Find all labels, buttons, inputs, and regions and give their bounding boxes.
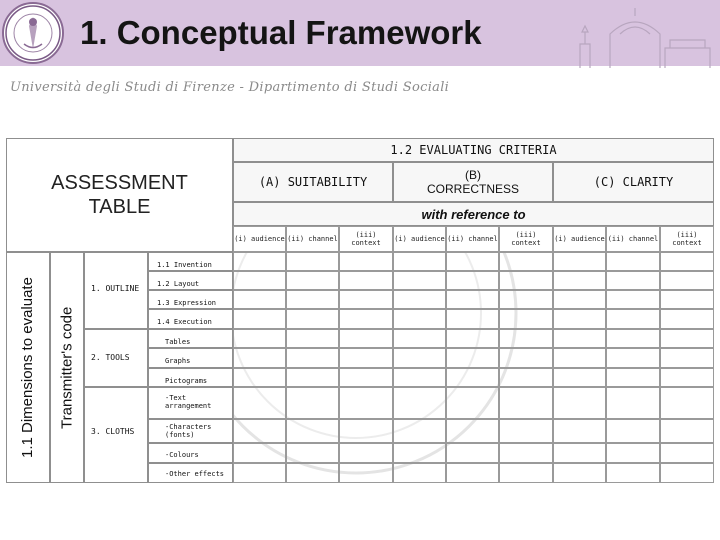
grid-cell: [606, 329, 660, 348]
page-title: 1. Conceptual Framework: [80, 14, 482, 51]
grid-cell: [553, 387, 606, 419]
grid-cell: [286, 463, 339, 483]
grid-cell: [553, 443, 606, 463]
grid-cell: [393, 368, 446, 387]
grid-cell: [339, 387, 393, 419]
grid-cell: [606, 271, 660, 290]
grid-cell: [660, 419, 714, 443]
grid-cell: [233, 309, 286, 329]
grid-cell: [553, 271, 606, 290]
grid-cell: [393, 443, 446, 463]
university-seal-icon: [2, 2, 64, 64]
grid-cell: [446, 463, 499, 483]
grid-cell: [286, 309, 339, 329]
transmitter-label: Transmitter's code: [58, 306, 76, 429]
grid-cell: [660, 443, 714, 463]
grid-cell: [339, 309, 393, 329]
grid-cell: [233, 271, 286, 290]
group-header-correctness: (B) CORRECTNESS: [393, 162, 553, 202]
grid-cell: [393, 463, 446, 483]
grid-cell: [660, 329, 714, 348]
subheader-a-context: (iii) context: [339, 226, 393, 252]
group-header-suitability: (A) SUITABILITY: [233, 162, 393, 202]
grid-cell: [393, 419, 446, 443]
grid-cell: [233, 368, 286, 387]
university-subtitle: Università degli Studi di Firenze - Dipartimento di Studi Sociali: [10, 80, 450, 95]
grid-cell: [339, 368, 393, 387]
grid-cell: [286, 290, 339, 309]
grid-cell: [553, 290, 606, 309]
grid-cell: [446, 252, 499, 271]
grid-cell: [553, 419, 606, 443]
grid-cell: [499, 419, 553, 443]
grid-cell: [286, 329, 339, 348]
subheader-c-audience: (i) audience: [553, 226, 606, 252]
grid-cell: [660, 252, 714, 271]
category-cloths: 3. CLOTHS: [84, 387, 148, 483]
grid-cell: [339, 290, 393, 309]
grid-cell: [339, 252, 393, 271]
grid-cell: [553, 252, 606, 271]
evaluating-criteria-header: 1.2 EVALUATING CRITERIA: [233, 138, 714, 162]
with-reference-label: with reference to: [233, 202, 714, 226]
grid-cell: [233, 443, 286, 463]
grid-cell: [660, 368, 714, 387]
grid-cell: [499, 329, 553, 348]
grid-cell: [339, 348, 393, 368]
grid-cell: [499, 387, 553, 419]
grid-cell: [553, 348, 606, 368]
grid-cell: [446, 348, 499, 368]
grid-cell: [233, 419, 286, 443]
grid-cell: [339, 329, 393, 348]
grid-cell: [286, 271, 339, 290]
grid-cell: [393, 290, 446, 309]
grid-cell: [606, 443, 660, 463]
grid-cell: [499, 348, 553, 368]
grid-cell: [606, 252, 660, 271]
grid-cell: [499, 290, 553, 309]
grid-cell: [286, 387, 339, 419]
grid-cell: [446, 387, 499, 419]
grid-cell: [499, 368, 553, 387]
group-header-clarity: (C) CLARITY: [553, 162, 714, 202]
grid-cell: [339, 271, 393, 290]
grid-cell: [446, 368, 499, 387]
grid-cell: [339, 443, 393, 463]
cathedral-watermark-icon: [560, 4, 720, 68]
grid-cell: [606, 348, 660, 368]
grid-cell: [553, 309, 606, 329]
grid-cell: [660, 348, 714, 368]
category-tools: 2. TOOLS: [84, 329, 148, 387]
grid-cell: [606, 419, 660, 443]
item-expression: 1.3 Expression: [148, 290, 233, 309]
grid-cell: [499, 463, 553, 483]
grid-cell: [553, 368, 606, 387]
grid-cell: [286, 419, 339, 443]
grid-cell: [393, 252, 446, 271]
item-invention: 1.1 Invention: [148, 252, 233, 271]
item-characters: -Characters (fonts): [148, 419, 233, 443]
grid-cell: [606, 387, 660, 419]
category-outline: 1. OUTLINE: [84, 252, 148, 329]
grid-cell: [286, 368, 339, 387]
subheader-a-audience: (i) audience: [233, 226, 286, 252]
grid-cell: [660, 387, 714, 419]
grid-cell: [393, 348, 446, 368]
grid-cell: [499, 252, 553, 271]
grid-cell: [393, 387, 446, 419]
item-text-arrangement: -Text arrangement: [148, 387, 233, 419]
item-execution: 1.4 Execution: [148, 309, 233, 329]
subheader-a-channel: (ii) channel: [286, 226, 339, 252]
grid-cell: [339, 419, 393, 443]
subheader-c-context: (iii) context: [660, 226, 714, 252]
item-other-effects: -Other effects: [148, 463, 233, 483]
grid-cell: [499, 443, 553, 463]
assessment-table: [6, 138, 714, 483]
grid-cell: [233, 329, 286, 348]
subheader-b-context: (iii) context: [499, 226, 553, 252]
subheader-c-channel: (ii) channel: [606, 226, 660, 252]
grid-cell: [446, 419, 499, 443]
grid-cell: [446, 290, 499, 309]
transmitter-label-cell: [50, 252, 84, 483]
grid-cell: [446, 309, 499, 329]
grid-cell: [606, 368, 660, 387]
grid-cell: [606, 463, 660, 483]
grid-cell: [499, 271, 553, 290]
assessment-table-label: ASSESSMENT TABLE: [6, 138, 233, 252]
grid-cell: [286, 252, 339, 271]
grid-cell: [233, 252, 286, 271]
grid-cell: [660, 309, 714, 329]
grid-cell: [233, 348, 286, 368]
item-colours: -Colours: [148, 443, 233, 463]
dimensions-label-cell: [6, 252, 50, 483]
grid-cell: [393, 309, 446, 329]
grid-cell: [233, 290, 286, 309]
grid-cell: [393, 271, 446, 290]
grid-cell: [606, 309, 660, 329]
grid-cell: [233, 387, 286, 419]
grid-cell: [233, 463, 286, 483]
grid-cell: [660, 463, 714, 483]
grid-cell: [286, 443, 339, 463]
grid-cell: [553, 463, 606, 483]
subheader-b-channel: (ii) channel: [446, 226, 499, 252]
grid-cell: [286, 348, 339, 368]
grid-cell: [660, 290, 714, 309]
grid-cell: [446, 329, 499, 348]
item-tables: Tables: [148, 329, 233, 348]
dimensions-label: 1.1 Dimensions to evaluate: [19, 277, 36, 458]
grid-cell: [660, 271, 714, 290]
grid-cell: [606, 290, 660, 309]
grid-cell: [393, 329, 446, 348]
grid-cell: [446, 271, 499, 290]
grid-cell: [446, 443, 499, 463]
grid-cell: [553, 329, 606, 348]
item-pictograms: Pictograms: [148, 368, 233, 387]
item-layout: 1.2 Layout: [148, 271, 233, 290]
grid-cell: [339, 463, 393, 483]
grid-cell: [499, 309, 553, 329]
item-graphs: Graphs: [148, 348, 233, 368]
subheader-b-audience: (i) audience: [393, 226, 446, 252]
